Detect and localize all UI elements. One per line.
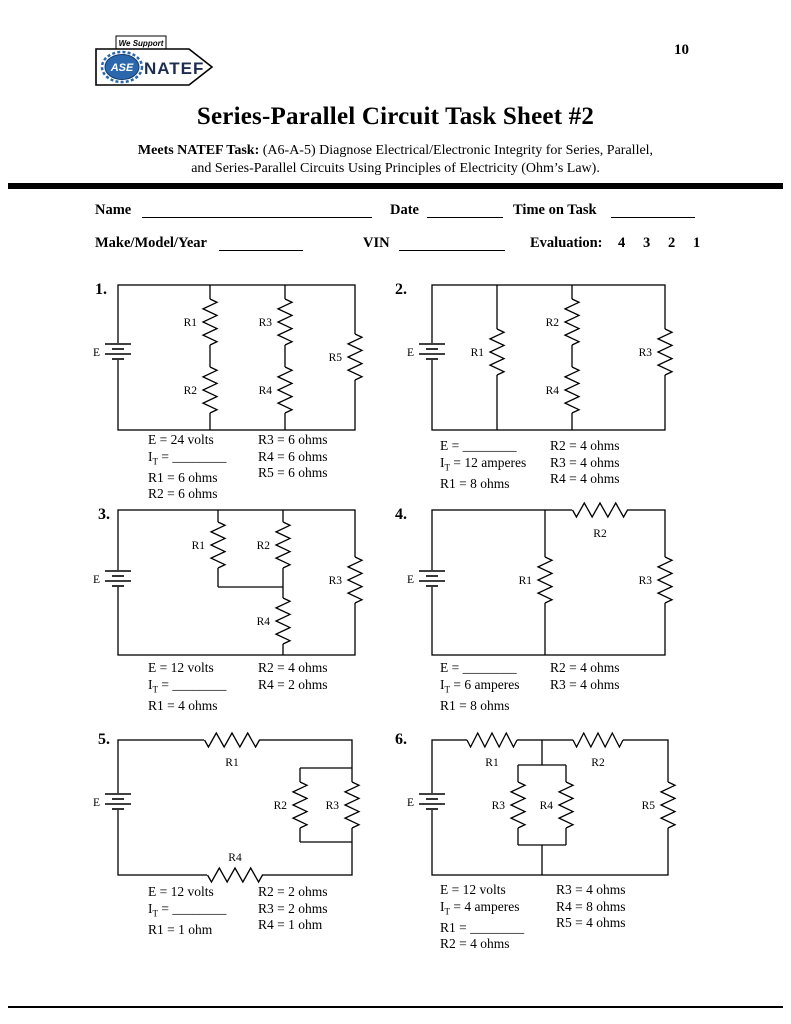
label-r5: R5	[641, 800, 655, 812]
problem-5-values-right	[258, 884, 328, 934]
label-r3: R3	[325, 800, 339, 812]
value-line: R3 = 4 ohms	[556, 882, 626, 897]
evaluation-grade-4: 4	[618, 235, 626, 251]
label-r2: R2	[591, 757, 605, 769]
problem-2-number: 2.	[395, 281, 407, 298]
logo-natef-label: NATEF	[144, 59, 205, 78]
problem-3-number: 3.	[98, 506, 110, 523]
value-line: R1 = 8 ohms	[440, 697, 510, 713]
value-line: R3 = 2 ohms	[258, 900, 328, 916]
circuit-diagram-2	[390, 278, 690, 435]
label-r2: R2	[593, 528, 607, 540]
value-line: $I_T = 12$ amperes	[440, 454, 527, 473]
value-line: R2 = 6 ohms	[148, 486, 218, 502]
label-r2: R2	[545, 317, 559, 329]
value-line: E = 12 volts	[440, 882, 506, 897]
vin-blank	[399, 234, 505, 251]
meets-natef-line1	[0, 143, 791, 159]
value-line: R4 = 6 ohms	[258, 448, 328, 464]
circuit-diagram-5	[90, 728, 370, 890]
label-e: E	[92, 574, 100, 586]
label-r4: R4	[256, 616, 270, 628]
problem-1-number: 1.	[95, 281, 107, 298]
value-line: R3 = 6 ohms	[258, 432, 328, 447]
value-line: $I_T = 4$ amperes	[440, 898, 520, 917]
value-line: R4 = 2 ohms	[258, 676, 328, 692]
evaluation-grade-1: 1	[693, 235, 701, 251]
value-line: R1 = ________	[440, 919, 525, 935]
date-label: Date	[390, 202, 419, 218]
problem-6-values-left	[440, 882, 524, 953]
page-title: Series-Parallel Circuit Task Sheet #2	[196, 103, 595, 130]
circuit-diagram-1	[90, 278, 370, 435]
label-e: E	[406, 347, 414, 359]
value-line: R1 = 4 ohms	[148, 697, 218, 713]
problem-3-values-right	[258, 660, 328, 693]
value-line: E = ________	[440, 438, 517, 453]
problem-4-values-left	[440, 660, 519, 714]
value-line: R5 = 6 ohms	[258, 465, 328, 480]
page-number: 10	[674, 42, 689, 58]
problem-6-number: 6.	[395, 731, 407, 748]
value-line: $I_T$ = ________	[148, 676, 227, 695]
value-line: R3 = 4 ohms	[550, 454, 620, 470]
natef-logo	[92, 34, 222, 96]
value-line: R1 = 1 ohm	[148, 921, 213, 937]
label-r4: R4	[545, 385, 559, 397]
evaluation-label: Evaluation:	[530, 235, 603, 251]
label-r1: R1	[518, 575, 532, 587]
value-line: $I_T$ = ________	[148, 448, 227, 467]
value-line: E = 12 volts	[148, 884, 214, 899]
label-r1: R1	[225, 757, 239, 769]
label-r3: R3	[638, 575, 652, 587]
problem-5-values-left	[148, 884, 226, 938]
logo-ase-label: ASE	[110, 62, 134, 74]
problem-6-values-right	[556, 882, 626, 932]
label-r5: R5	[328, 352, 342, 364]
label-r2: R2	[183, 385, 197, 397]
problem-5-number: 5.	[98, 731, 110, 748]
make-model-year-blank	[219, 234, 303, 251]
vin-label: VIN	[363, 235, 390, 251]
name-label: Name	[95, 202, 132, 218]
label-r3: R3	[491, 800, 505, 812]
logo-we-support-label: We Support	[118, 39, 164, 48]
value-line: $I_T = 6$ amperes	[440, 676, 520, 695]
label-r3: R3	[328, 575, 342, 587]
problem-3-values-left	[148, 660, 226, 714]
label-r4: R4	[258, 385, 272, 397]
date-blank	[427, 201, 503, 218]
value-line: R4 = 4 ohms	[550, 471, 620, 486]
label-r1: R1	[183, 317, 197, 329]
value-line: E = 24 volts	[148, 432, 214, 447]
problem-4-number: 4.	[395, 506, 407, 523]
meets-natef-line2: and Series-Parallel Circuits Using Principles of Electricity (Ohm’s Law).	[191, 161, 600, 176]
wires	[210, 285, 285, 430]
label-r2: R2	[273, 800, 287, 812]
label-r2: R2	[256, 540, 270, 552]
label-e: E	[92, 797, 100, 809]
value-line: E = ________	[440, 660, 517, 675]
label-r1: R1	[485, 757, 499, 769]
circuit-diagram-4	[390, 503, 690, 663]
time-on-task-label: Time on Task	[513, 202, 597, 218]
wires	[218, 510, 283, 655]
label-e: E	[406, 797, 414, 809]
label-r4: R4	[228, 852, 242, 864]
value-line: R1 = 8 ohms	[440, 475, 510, 491]
label-e: E	[92, 347, 100, 359]
value-line: R1 = 6 ohms	[148, 469, 218, 485]
value-line: R2 = 4 ohms	[550, 660, 620, 675]
problem-4-values-right	[550, 660, 620, 693]
name-blank	[142, 201, 372, 218]
problem-2-values-left	[440, 438, 526, 492]
meets-natef-text1: (A6-A-5) Diagnose Electrical/Electronic Integrity for Series, Parallel,	[262, 143, 654, 158]
value-line: R2 = 4 ohms	[440, 936, 510, 952]
problem-2-values-right	[550, 438, 620, 488]
label-r4: R4	[539, 800, 553, 812]
time-on-task-blank	[611, 201, 695, 218]
value-line: R2 = 4 ohms	[550, 438, 620, 453]
divider-bar	[8, 183, 783, 189]
make-model-year-label: Make/Model/Year	[95, 235, 207, 251]
label-r3: R3	[638, 347, 652, 359]
circuit-diagram-3	[90, 503, 370, 663]
value-line: E = 12 volts	[148, 660, 214, 675]
evaluation-grade-2: 2	[668, 235, 676, 251]
evaluation-grade-3: 3	[643, 235, 651, 251]
value-line: $I_T$ = ________	[148, 900, 227, 919]
wires	[497, 285, 572, 430]
value-line: R2 = 2 ohms	[258, 884, 328, 899]
value-line: R5 = 4 ohms	[556, 915, 626, 930]
problem-1-values-left	[148, 432, 226, 503]
circuit-diagram-6	[390, 728, 690, 896]
meets-natef-label: Meets NATEF Task:	[137, 143, 260, 158]
label-r3: R3	[258, 317, 272, 329]
label-r1: R1	[191, 540, 205, 552]
value-line: R2 = 4 ohms	[258, 660, 328, 675]
label-r1: R1	[470, 347, 484, 359]
label-e: E	[406, 574, 414, 586]
value-line: R3 = 4 ohms	[550, 676, 620, 692]
value-line: R4 = 8 ohms	[556, 898, 626, 914]
bottom-border-line	[8, 1006, 783, 1008]
value-line: R4 = 1 ohm	[258, 917, 323, 932]
problem-1-values-right	[258, 432, 328, 482]
